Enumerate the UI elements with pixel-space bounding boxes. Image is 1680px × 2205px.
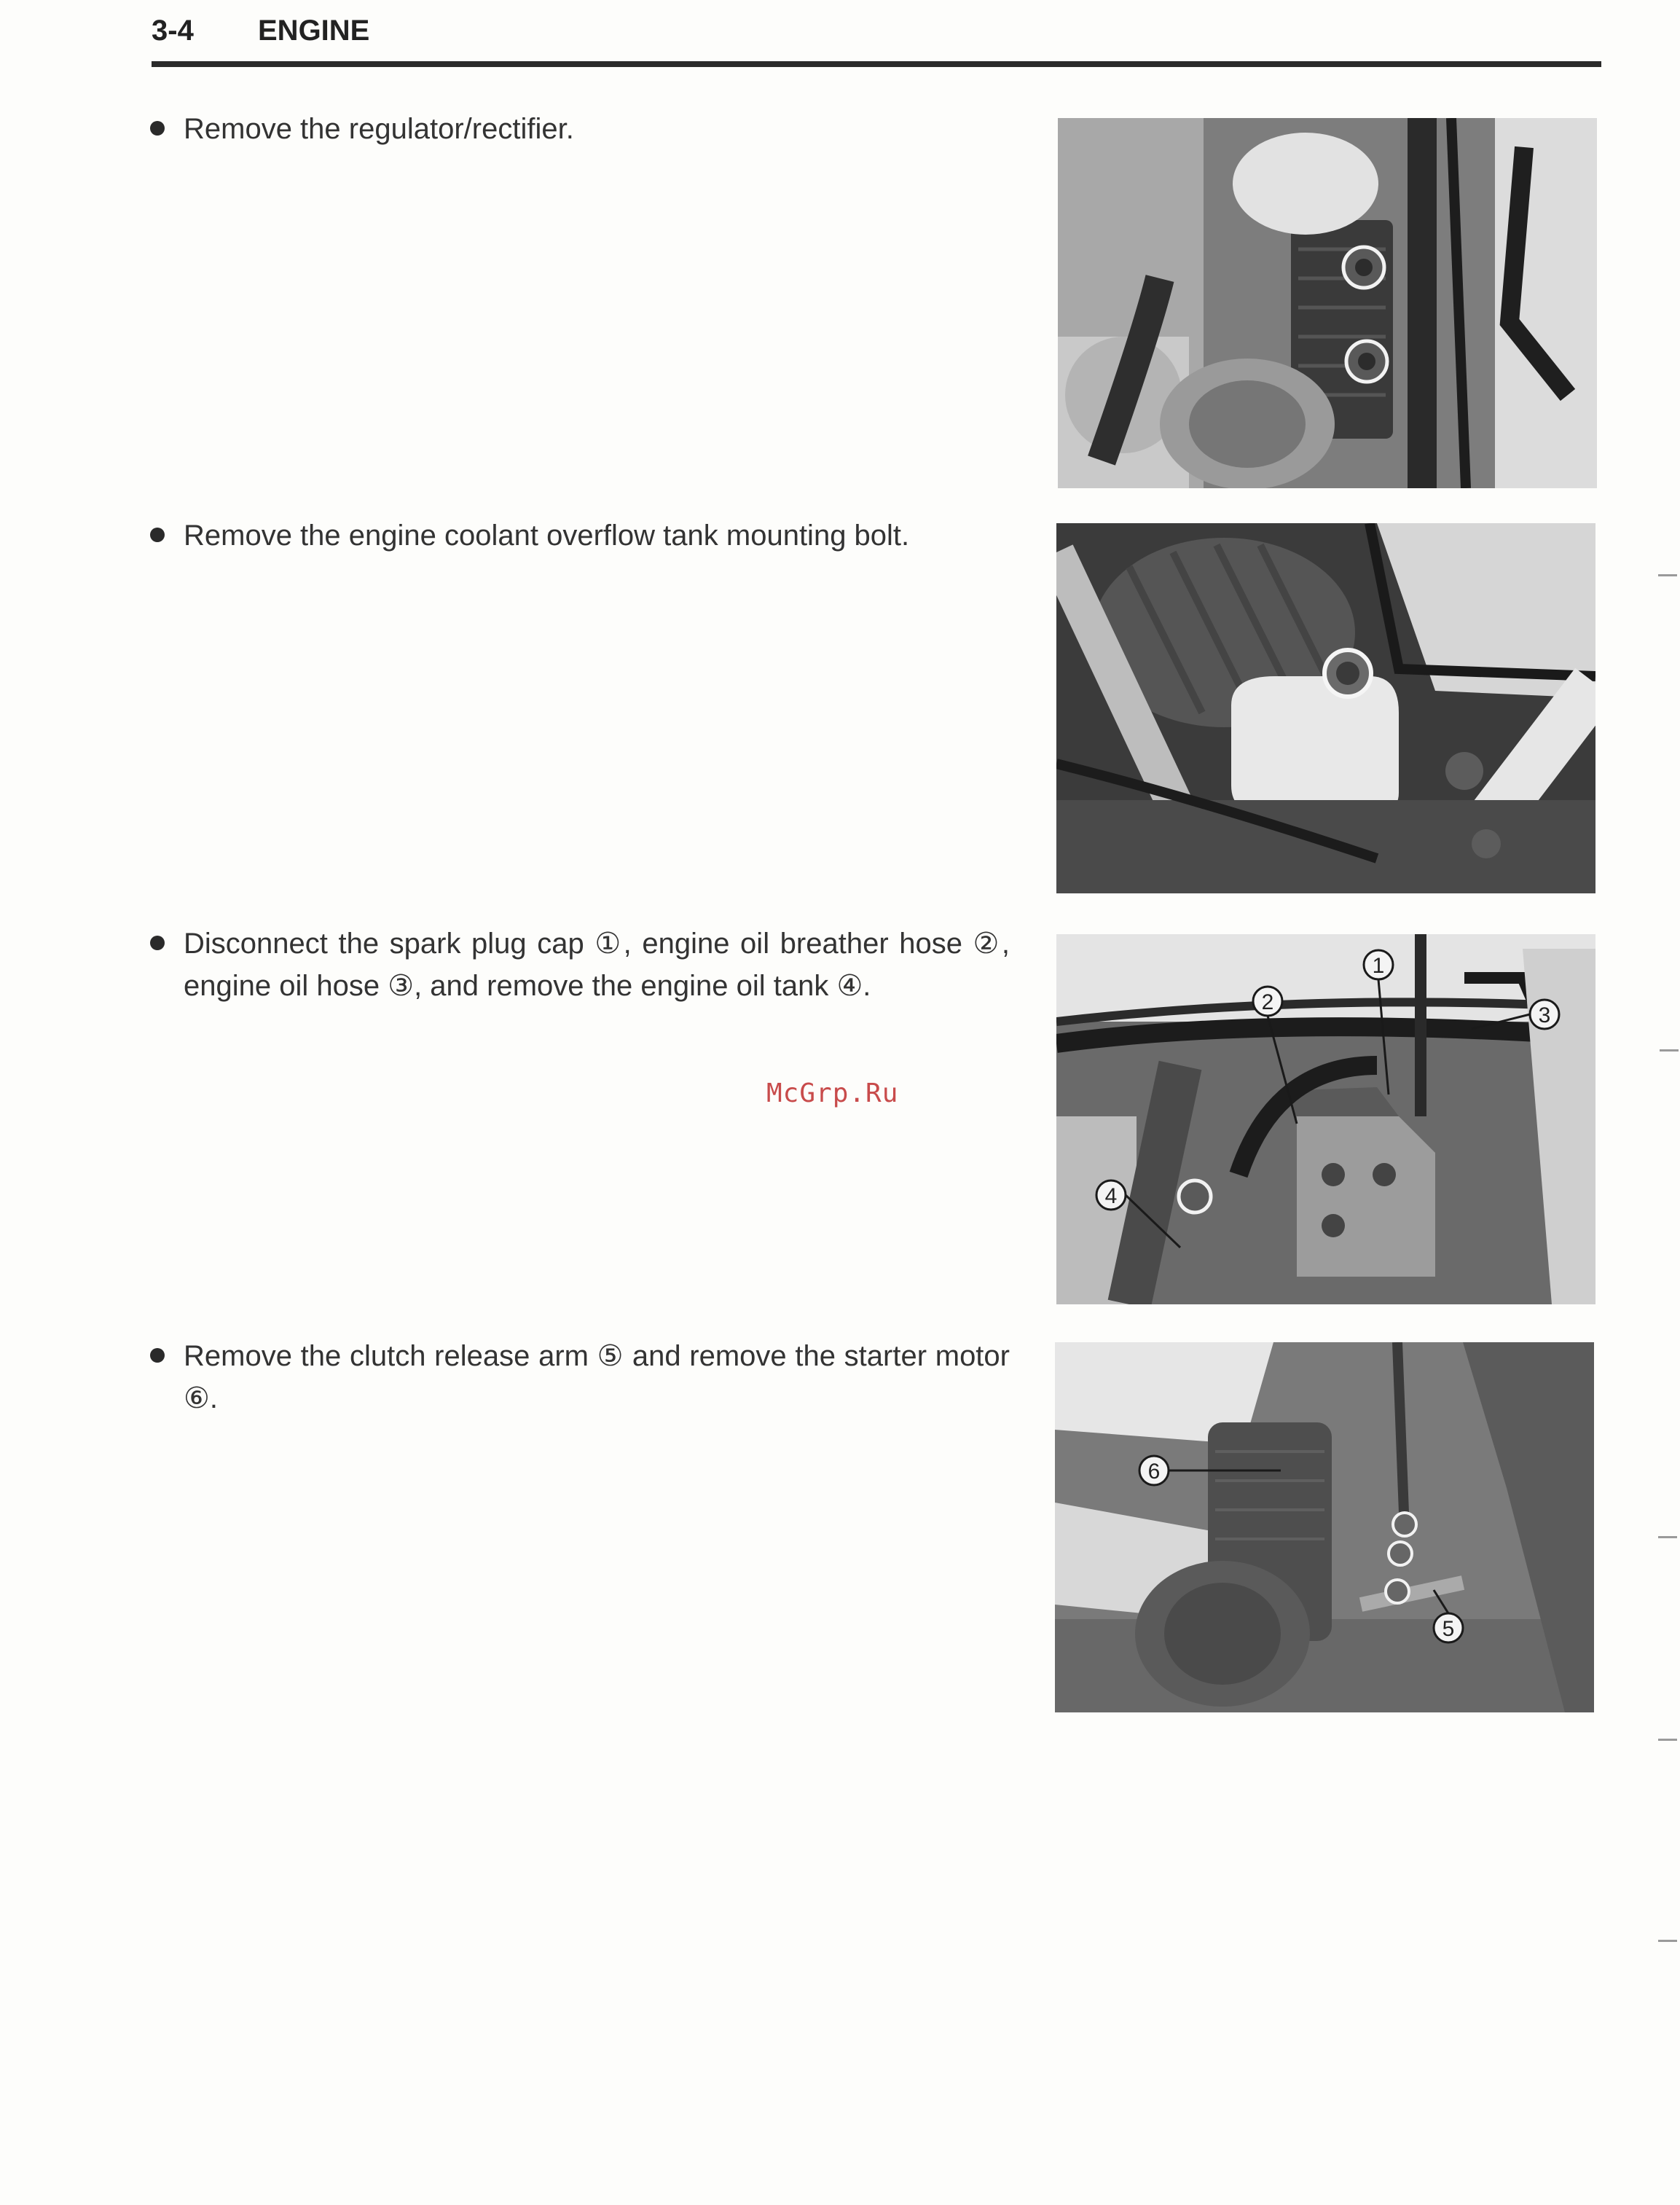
step-text: Disconnect the spark plug cap ①, engine oil breather hose ②, engine oil hose ③, and remove the engine oil tank ④. bbox=[184, 928, 1010, 1002]
bullet-icon bbox=[150, 1348, 165, 1363]
margin-mark bbox=[1658, 1940, 1677, 1942]
margin-mark bbox=[1658, 1739, 1677, 1741]
photo-clutch-arm-starter-motor bbox=[1055, 1342, 1594, 1712]
margin-mark bbox=[1660, 1049, 1679, 1051]
step-text: Remove the regulator/rectifier. bbox=[184, 113, 574, 145]
margin-mark bbox=[1658, 574, 1677, 576]
callout-6: 6 bbox=[1147, 1460, 1161, 1484]
step-3 bbox=[150, 923, 1010, 1007]
section-title: ENGINE bbox=[258, 15, 370, 47]
page-header bbox=[152, 10, 1601, 68]
page-number: 3-4 bbox=[152, 15, 194, 47]
bullet-icon bbox=[150, 936, 165, 950]
callout-5: 5 bbox=[1442, 1617, 1455, 1641]
margin-mark bbox=[1658, 1536, 1677, 1538]
callout-2: 2 bbox=[1261, 990, 1274, 1014]
callout-3: 3 bbox=[1538, 1003, 1551, 1027]
bullet-icon bbox=[150, 121, 165, 136]
watermark: McGrp.Ru bbox=[766, 1078, 899, 1108]
step-2 bbox=[150, 514, 1010, 557]
step-4 bbox=[150, 1335, 1010, 1419]
step-text: Remove the engine coolant overflow tank mounting bolt. bbox=[184, 520, 910, 552]
bullet-icon bbox=[150, 528, 165, 542]
step-text: Remove the clutch release arm ⑤ and remove the starter motor ⑥. bbox=[184, 1340, 1010, 1414]
photo-spark-plug-oil-hoses bbox=[1056, 934, 1595, 1304]
callout-4: 4 bbox=[1104, 1184, 1118, 1208]
header-rule bbox=[152, 61, 1601, 67]
step-1 bbox=[150, 108, 1010, 150]
photo-regulator-rectifier bbox=[1058, 118, 1597, 488]
callout-1: 1 bbox=[1372, 954, 1385, 978]
photo-coolant-overflow-tank bbox=[1056, 523, 1595, 893]
